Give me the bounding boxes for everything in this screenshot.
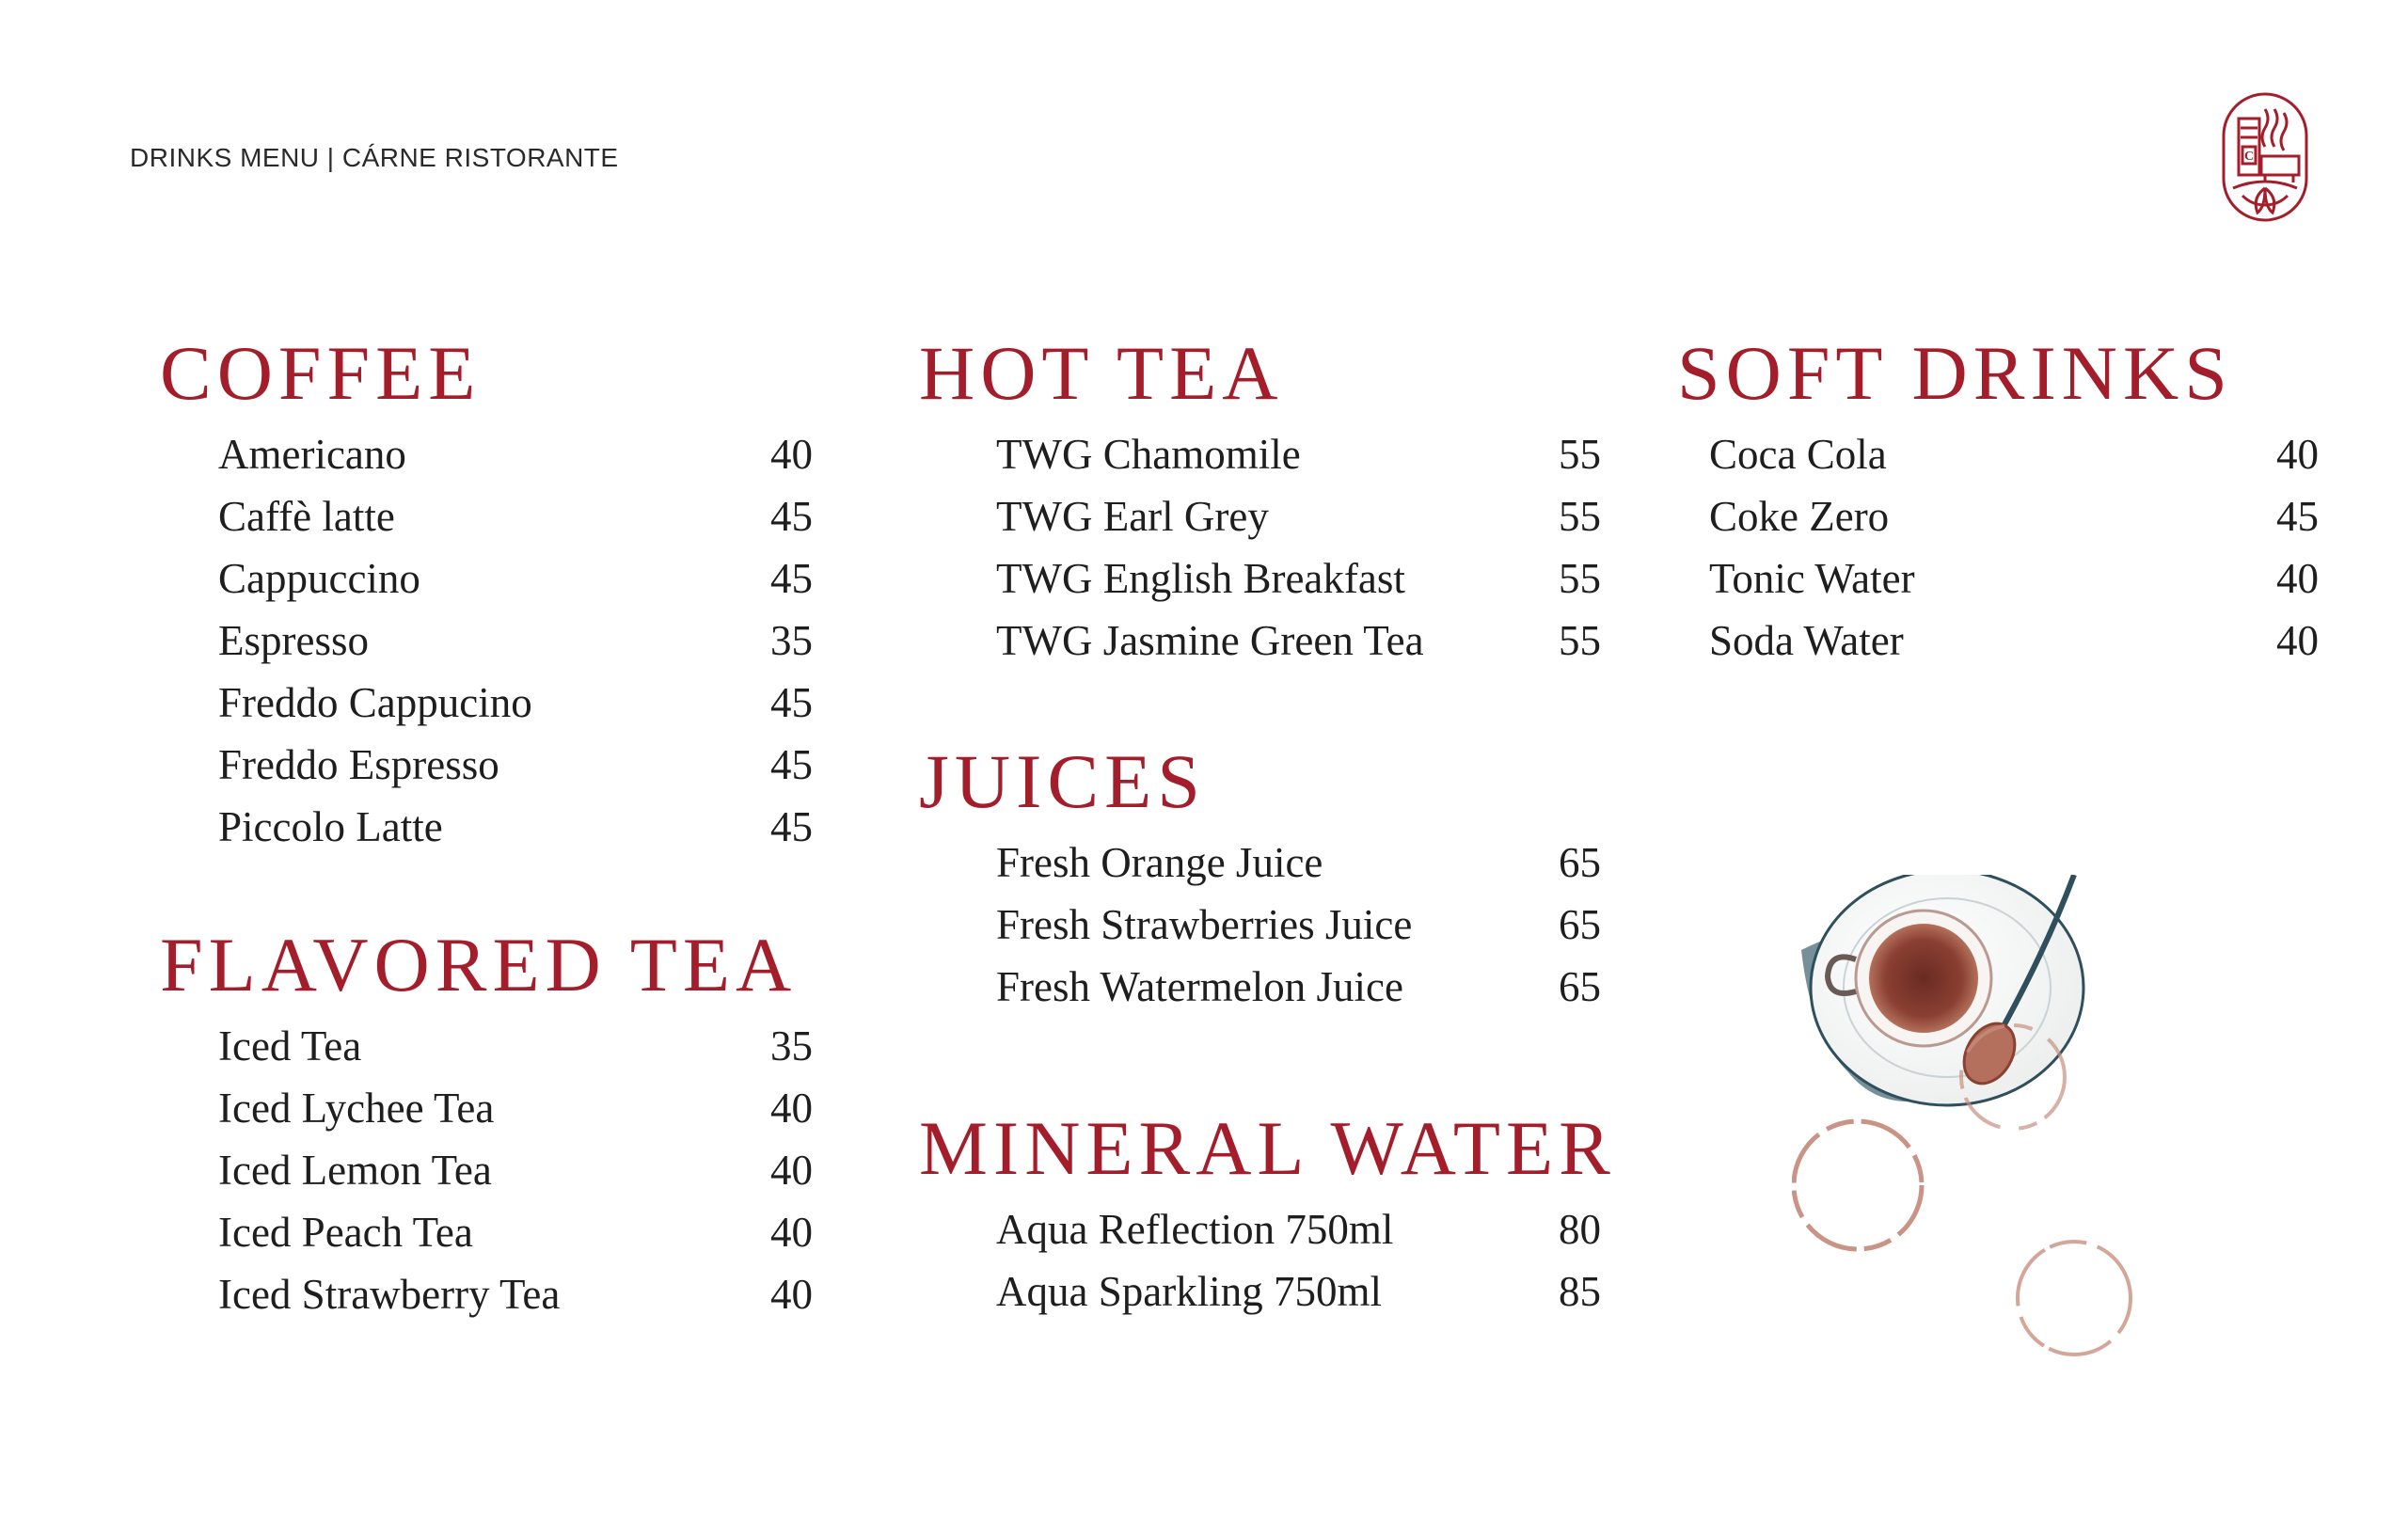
juices-section [919,738,1601,1025]
menu-item-price: 55 [1559,617,1601,664]
menu-item-name: Freddo Espresso [218,741,499,788]
watercolor-tea-cup-icon [1792,875,2187,1364]
menu-item-name: Coca Cola [1709,431,1887,478]
menu-item-price: 40 [770,1209,813,1256]
menu-item-name: Caffè latte [218,493,395,540]
coffee-items-list [218,412,813,865]
menu-item-price: 65 [1559,901,1601,948]
coffee-section-title: COFFEE [160,330,482,416]
flavored-tea-section-title: FLAVORED TEA [160,922,798,1007]
menu-item-price: 40 [2276,555,2319,602]
menu-item-price: 40 [770,1271,813,1318]
menu-item-name: Fresh Strawberries Juice [996,901,1413,948]
menu-item-price: 40 [770,431,813,478]
menu-item-price: 45 [2276,493,2319,540]
menu-item-price: 55 [1559,493,1601,540]
menu-item-price: 55 [1559,555,1601,602]
menu-item-price: 65 [1559,839,1601,886]
menu-item-name: Aqua Reflection 750ml [996,1206,1394,1253]
mineral-water-items-list [996,1187,1616,1330]
menu-item-price: 35 [770,1022,813,1070]
menu-item-price: 45 [770,803,813,850]
soft-drinks-section-title: SOFT DRINKS [1677,330,2233,416]
hot-tea-section-title: HOT TEA [919,330,1284,416]
flavored-tea-items-list [218,1004,813,1333]
menu-item-name: TWG English Breakfast [996,555,1405,602]
menu-item-name: Fresh Orange Juice [996,839,1323,886]
menu-item-name: Tonic Water [1709,555,1915,602]
menu-item-price: 55 [1559,431,1601,478]
menu-item-name: Soda Water [1709,617,1904,664]
svg-text:C: C [2243,150,2255,164]
restaurant-logo-icon [2220,90,2310,224]
menu-item-name: Piccolo Latte [218,803,443,850]
menu-item-price: 85 [1559,1268,1601,1315]
page-header-title: DRINKS MENU | CÁRNE RISTORANTE [130,143,619,172]
menu-item-name: Coke Zero [1709,493,1890,540]
menu-item-price: 35 [770,617,813,664]
mineral-water-section-title: MINERAL WATER [919,1105,1616,1191]
menu-item-name: Freddo Cappucino [218,679,532,726]
menu-item-name: TWG Earl Grey [996,493,1269,540]
menu-item-price: 45 [770,679,813,726]
menu-item-price: 45 [770,741,813,788]
menu-item-price: 45 [770,493,813,540]
juices-section-title: JUICES [919,738,1206,824]
coffee-section [160,330,813,865]
menu-item-name: TWG Chamomile [996,431,1301,478]
menu-item-name: Aqua Sparkling 750ml [996,1268,1382,1315]
hot-tea-section [919,330,1601,679]
menu-item-name: Cappuccino [218,555,420,602]
soft-drinks-section [1677,330,2319,679]
menu-item-name: Iced Strawberry Tea [218,1271,561,1318]
menu-item-price: 40 [770,1085,813,1132]
menu-item-name: Fresh Watermelon Juice [996,963,1403,1010]
menu-item-price: 45 [770,555,813,602]
flavored-tea-section [160,922,813,1333]
mineral-water-section [919,1105,1616,1330]
menu-item-name: Americano [218,431,406,478]
menu-item-name: Iced Lemon Tea [218,1147,492,1194]
menu-item-price: 40 [2276,617,2319,664]
soft-drinks-items-list [1709,412,2319,679]
menu-item-price: 40 [770,1147,813,1194]
menu-item-price: 65 [1559,963,1601,1010]
menu-item-price: 80 [1559,1206,1601,1253]
hot-tea-items-list [996,412,1601,679]
menu-item-name: Espresso [218,617,369,664]
menu-item-name: Iced Lychee Tea [218,1085,495,1132]
menu-item-name: Iced Tea [218,1022,362,1070]
menu-item-price: 40 [2276,431,2319,478]
menu-item-name: TWG Jasmine Green Tea [996,617,1424,664]
menu-item-name: Iced Peach Tea [218,1209,473,1256]
juices-items-list [996,820,1601,1025]
